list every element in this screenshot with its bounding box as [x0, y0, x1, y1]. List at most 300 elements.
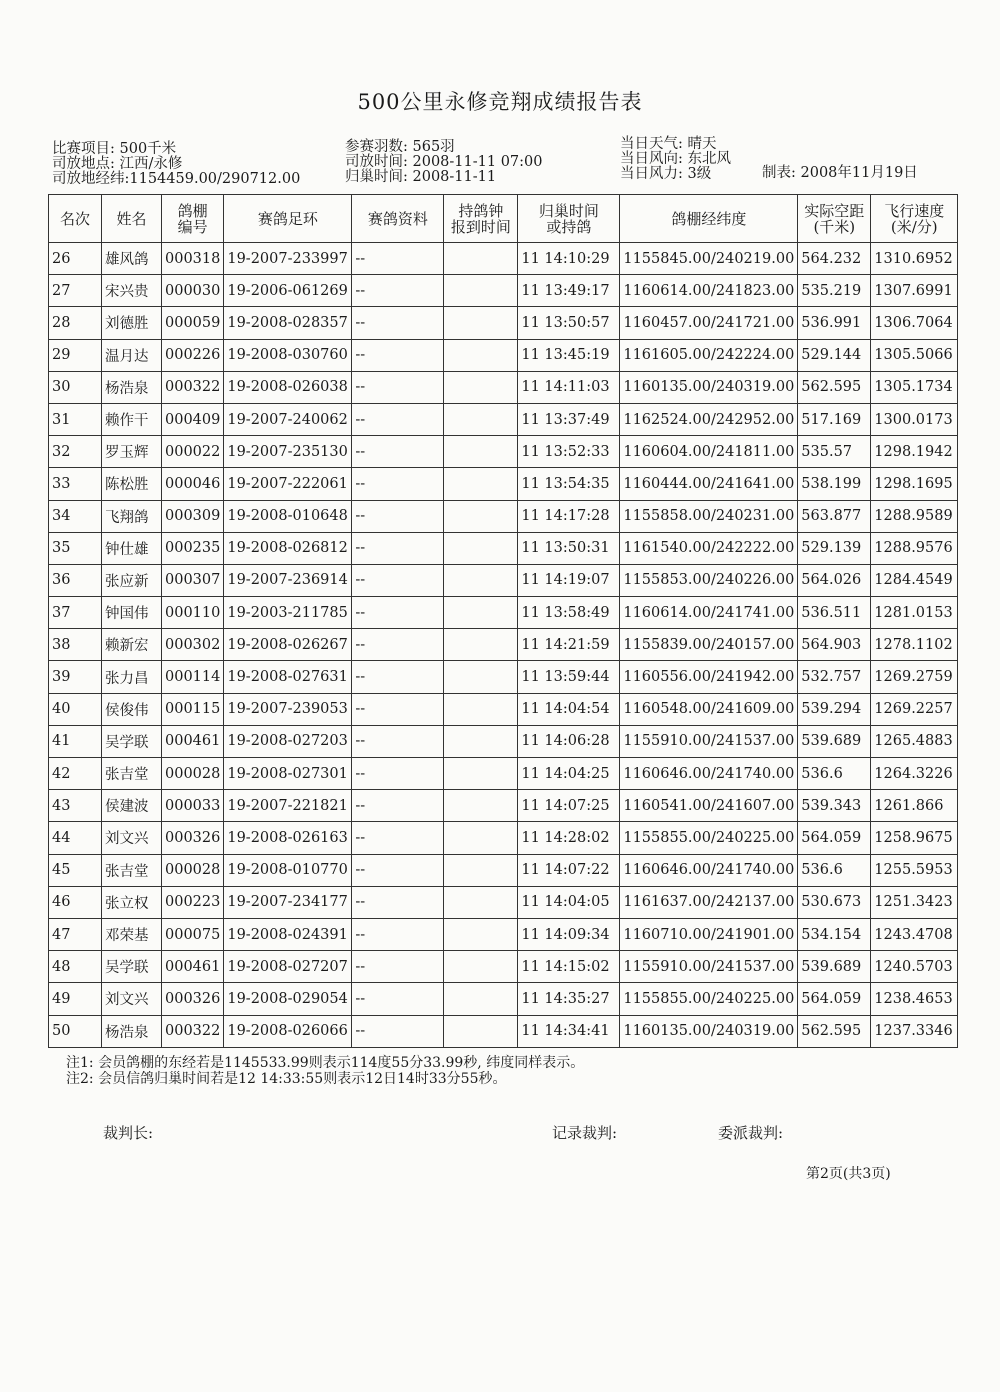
cell-arrival: 11 14:09:34	[518, 918, 620, 950]
cell-ring: 19-2008-026066	[224, 1015, 352, 1047]
cell-loft-no: 000022	[162, 436, 224, 468]
table-row	[49, 436, 958, 468]
cell-arrival: 11 13:37:49	[518, 403, 620, 435]
cell-arrival: 11 14:28:02	[518, 822, 620, 854]
cell-rank: 49	[49, 983, 102, 1015]
cell-info: --	[352, 436, 444, 468]
cell-name: 温月达	[102, 339, 162, 371]
cell-coords: 1155855.00/240225.00	[620, 822, 798, 854]
cell-info: --	[352, 790, 444, 822]
cell-name: 侯建波	[102, 790, 162, 822]
cell-speed: 1264.3226	[871, 758, 958, 790]
note-1: 注1: 会员鸽棚的东经若是1145533.99则表示114度55分33.99秒, 纬度同样表示。	[66, 1055, 585, 1071]
cell-info: --	[352, 307, 444, 339]
cell-clock	[444, 629, 518, 661]
cell-ring: 19-2008-026267	[224, 629, 352, 661]
cell-coords: 1160457.00/241721.00	[620, 307, 798, 339]
cell-speed: 1281.0153	[871, 597, 958, 629]
recording-referee-label: 记录裁判:	[552, 1124, 618, 1142]
cell-info: --	[352, 597, 444, 629]
cell-arrival: 11 14:21:59	[518, 629, 620, 661]
table-row	[49, 403, 958, 435]
cell-name: 杨浩泉	[102, 371, 162, 403]
cell-info: --	[352, 275, 444, 307]
cell-arrival: 11 14:06:28	[518, 725, 620, 757]
cell-distance: 539.689	[798, 951, 871, 983]
cell-clock	[444, 532, 518, 564]
cell-info: --	[352, 468, 444, 500]
release-time-label: 司放时间: 2008-11-11 07:00	[345, 154, 543, 170]
wind-force-label: 当日风力: 3级	[620, 166, 712, 182]
cell-speed: 1305.1734	[871, 371, 958, 403]
cell-clock	[444, 661, 518, 693]
cell-loft-no: 000309	[162, 500, 224, 532]
cell-name: 刘文兴	[102, 983, 162, 1015]
cell-name: 钟仕雄	[102, 532, 162, 564]
header-arrival: 归巢时间 或持鸽	[518, 195, 620, 243]
cell-name: 张应新	[102, 564, 162, 596]
cell-coords: 1160646.00/241740.00	[620, 854, 798, 886]
cell-loft-no: 000028	[162, 758, 224, 790]
cell-rank: 27	[49, 275, 102, 307]
table-row	[49, 1015, 958, 1047]
cell-clock	[444, 243, 518, 275]
cell-coords: 1161540.00/242222.00	[620, 532, 798, 564]
table-row	[49, 243, 958, 275]
cell-rank: 38	[49, 629, 102, 661]
cell-distance: 564.059	[798, 822, 871, 854]
event-label: 比赛项目: 500千米	[52, 141, 177, 157]
note-2: 注2: 会员信鸽归巢时间若是12 14:33:55则表示12日14时33分55秒。	[66, 1071, 507, 1087]
table-row	[49, 854, 958, 886]
cell-ring: 19-2008-027203	[224, 725, 352, 757]
cell-name: 张吉堂	[102, 854, 162, 886]
table-row	[49, 983, 958, 1015]
cell-coords: 1160444.00/241641.00	[620, 468, 798, 500]
cell-arrival: 11 14:07:25	[518, 790, 620, 822]
cell-info: --	[352, 758, 444, 790]
cell-speed: 1261.866	[871, 790, 958, 822]
cell-distance: 532.757	[798, 661, 871, 693]
cell-loft-no: 000318	[162, 243, 224, 275]
cell-coords: 1160548.00/241609.00	[620, 693, 798, 725]
cell-coords: 1160135.00/240319.00	[620, 371, 798, 403]
cell-rank: 30	[49, 371, 102, 403]
cell-rank: 32	[49, 436, 102, 468]
header-speed: 飞行速度 (米/分)	[871, 195, 958, 243]
cell-info: --	[352, 822, 444, 854]
cell-clock	[444, 307, 518, 339]
cell-info: --	[352, 983, 444, 1015]
cell-coords: 1160710.00/241901.00	[620, 918, 798, 950]
cell-coords: 1161637.00/242137.00	[620, 886, 798, 918]
cell-ring: 19-2007-233997	[224, 243, 352, 275]
cell-arrival: 11 14:34:41	[518, 1015, 620, 1047]
cell-arrival: 11 14:07:22	[518, 854, 620, 886]
cell-name: 钟国伟	[102, 597, 162, 629]
cell-loft-no: 000235	[162, 532, 224, 564]
cell-loft-no: 000326	[162, 983, 224, 1015]
table-row	[49, 597, 958, 629]
table-row	[49, 886, 958, 918]
results-table	[48, 194, 958, 1048]
cell-loft-no: 000033	[162, 790, 224, 822]
cell-loft-no: 000322	[162, 1015, 224, 1047]
cell-distance: 529.139	[798, 532, 871, 564]
cell-ring: 19-2008-026038	[224, 371, 352, 403]
table-row	[49, 629, 958, 661]
cell-clock	[444, 854, 518, 886]
cell-info: --	[352, 725, 444, 757]
cell-rank: 40	[49, 693, 102, 725]
cell-clock	[444, 468, 518, 500]
cell-ring: 19-2008-010770	[224, 854, 352, 886]
cell-clock	[444, 339, 518, 371]
notes	[66, 1055, 584, 1087]
cell-loft-no: 000028	[162, 854, 224, 886]
cell-info: --	[352, 951, 444, 983]
table-row	[49, 307, 958, 339]
cell-loft-no: 000326	[162, 822, 224, 854]
weather-label: 当日天气: 晴天	[620, 136, 717, 152]
cell-clock	[444, 275, 518, 307]
cell-name: 宋兴贵	[102, 275, 162, 307]
cell-coords: 1160604.00/241811.00	[620, 436, 798, 468]
cell-speed: 1278.1102	[871, 629, 958, 661]
cell-distance: 564.059	[798, 983, 871, 1015]
wind-direction-label: 当日风向: 东北风	[620, 151, 731, 167]
cell-distance: 563.877	[798, 500, 871, 532]
cell-distance: 534.154	[798, 918, 871, 950]
cell-coords: 1155910.00/241537.00	[620, 951, 798, 983]
cell-speed: 1265.4883	[871, 725, 958, 757]
cell-name: 陈松胜	[102, 468, 162, 500]
table-row	[49, 758, 958, 790]
cell-info: --	[352, 886, 444, 918]
cell-rank: 35	[49, 532, 102, 564]
cell-distance: 562.595	[798, 371, 871, 403]
cell-ring: 19-2007-221821	[224, 790, 352, 822]
cell-clock	[444, 918, 518, 950]
cell-ring: 19-2008-030760	[224, 339, 352, 371]
cell-coords: 1160541.00/241607.00	[620, 790, 798, 822]
cell-clock	[444, 1015, 518, 1047]
cell-speed: 1238.4653	[871, 983, 958, 1015]
cell-arrival: 11 14:11:03	[518, 371, 620, 403]
cell-coords: 1155845.00/240219.00	[620, 243, 798, 275]
cell-rank: 50	[49, 1015, 102, 1047]
cell-info: --	[352, 1015, 444, 1047]
cell-loft-no: 000409	[162, 403, 224, 435]
header-coords: 鸽棚经纬度	[620, 195, 798, 243]
cell-loft-no: 000461	[162, 725, 224, 757]
cell-clock	[444, 693, 518, 725]
cell-speed: 1258.9675	[871, 822, 958, 854]
cell-arrival: 11 14:04:54	[518, 693, 620, 725]
cell-loft-no: 000059	[162, 307, 224, 339]
cell-distance: 535.57	[798, 436, 871, 468]
table-row	[49, 339, 958, 371]
cell-rank: 43	[49, 790, 102, 822]
cell-info: --	[352, 371, 444, 403]
cell-speed: 1288.9589	[871, 500, 958, 532]
cell-distance: 536.511	[798, 597, 871, 629]
cell-clock	[444, 564, 518, 596]
header-clock: 持鸽钟 报到时间	[444, 195, 518, 243]
cell-coords: 1155858.00/240231.00	[620, 500, 798, 532]
cell-ring: 19-2008-028357	[224, 307, 352, 339]
cell-speed: 1284.4549	[871, 564, 958, 596]
cell-clock	[444, 371, 518, 403]
cell-name: 杨浩泉	[102, 1015, 162, 1047]
cell-distance: 539.294	[798, 693, 871, 725]
cell-coords: 1155853.00/240226.00	[620, 564, 798, 596]
header-distance: 实际空距 (千米)	[798, 195, 871, 243]
cell-ring: 19-2007-240062	[224, 403, 352, 435]
cell-rank: 39	[49, 661, 102, 693]
cell-ring: 19-2008-010648	[224, 500, 352, 532]
cell-coords: 1161605.00/242224.00	[620, 339, 798, 371]
table-row	[49, 693, 958, 725]
cell-loft-no: 000075	[162, 918, 224, 950]
cell-distance: 530.673	[798, 886, 871, 918]
cell-name: 张力昌	[102, 661, 162, 693]
cell-speed: 1306.7064	[871, 307, 958, 339]
cell-name: 飞翔鸽	[102, 500, 162, 532]
cell-loft-no: 000110	[162, 597, 224, 629]
cell-arrival: 11 14:17:28	[518, 500, 620, 532]
cell-rank: 33	[49, 468, 102, 500]
cell-clock	[444, 983, 518, 1015]
cell-speed: 1269.2759	[871, 661, 958, 693]
cell-loft-no: 000461	[162, 951, 224, 983]
cell-clock	[444, 790, 518, 822]
cell-speed: 1243.4708	[871, 918, 958, 950]
cell-distance: 536.6	[798, 758, 871, 790]
cell-clock	[444, 436, 518, 468]
table-row	[49, 951, 958, 983]
release-coords-label: 司放地经纬:1154459.00/290712.00	[52, 171, 301, 187]
cell-arrival: 11 13:50:31	[518, 532, 620, 564]
cell-distance: 562.595	[798, 1015, 871, 1047]
cell-arrival: 11 14:04:05	[518, 886, 620, 918]
cell-info: --	[352, 403, 444, 435]
cell-rank: 28	[49, 307, 102, 339]
cell-clock	[444, 951, 518, 983]
table-row	[49, 564, 958, 596]
cell-ring: 19-2007-222061	[224, 468, 352, 500]
cell-ring: 19-2007-234177	[224, 886, 352, 918]
cell-coords: 1160135.00/240319.00	[620, 1015, 798, 1047]
cell-name: 张吉堂	[102, 758, 162, 790]
cell-ring: 19-2008-026163	[224, 822, 352, 854]
cell-loft-no: 000302	[162, 629, 224, 661]
cell-info: --	[352, 854, 444, 886]
cell-rank: 44	[49, 822, 102, 854]
cell-info: --	[352, 243, 444, 275]
cell-loft-no: 000223	[162, 886, 224, 918]
header-info: 赛鸽资料	[352, 195, 444, 243]
cell-coords: 1160646.00/241740.00	[620, 758, 798, 790]
table-row	[49, 661, 958, 693]
cell-speed: 1307.6991	[871, 275, 958, 307]
cell-loft-no: 000030	[162, 275, 224, 307]
cell-info: --	[352, 339, 444, 371]
cell-coords: 1160556.00/241942.00	[620, 661, 798, 693]
table-row	[49, 790, 958, 822]
cell-coords: 1162524.00/242952.00	[620, 403, 798, 435]
cell-clock	[444, 403, 518, 435]
report-title: 500公里永修竞翔成绩报告表	[357, 90, 643, 114]
chief-referee-label: 裁判长:	[103, 1124, 154, 1142]
cell-info: --	[352, 532, 444, 564]
entries-label: 参赛羽数: 565羽	[345, 139, 455, 155]
cell-rank: 34	[49, 500, 102, 532]
cell-name: 邓荣基	[102, 918, 162, 950]
cell-distance: 538.199	[798, 468, 871, 500]
cell-clock	[444, 886, 518, 918]
cell-rank: 37	[49, 597, 102, 629]
delegate-referee-label: 委派裁判:	[718, 1124, 784, 1142]
header-name: 姓名	[102, 195, 162, 243]
cell-clock	[444, 597, 518, 629]
cell-loft-no: 000115	[162, 693, 224, 725]
cell-speed: 1269.2257	[871, 693, 958, 725]
cell-distance: 536.991	[798, 307, 871, 339]
cell-arrival: 11 13:45:19	[518, 339, 620, 371]
cell-clock	[444, 725, 518, 757]
cell-ring: 19-2008-027301	[224, 758, 352, 790]
cell-speed: 1310.6952	[871, 243, 958, 275]
cell-distance: 529.144	[798, 339, 871, 371]
cell-ring: 19-2008-024391	[224, 918, 352, 950]
table-row	[49, 371, 958, 403]
header-ring: 赛鸽足环	[224, 195, 352, 243]
cell-distance: 564.026	[798, 564, 871, 596]
cell-ring: 19-2008-027631	[224, 661, 352, 693]
cell-arrival: 11 14:04:25	[518, 758, 620, 790]
cell-name: 赖作干	[102, 403, 162, 435]
header-loft-no: 鸽棚 编号	[162, 195, 224, 243]
cell-arrival: 11 13:59:44	[518, 661, 620, 693]
cell-name: 吴学联	[102, 951, 162, 983]
table-row	[49, 822, 958, 854]
table-row	[49, 918, 958, 950]
cell-speed: 1300.0173	[871, 403, 958, 435]
cell-info: --	[352, 500, 444, 532]
cell-distance: 535.219	[798, 275, 871, 307]
made-date-label: 制表: 2008年11月19日	[762, 165, 918, 181]
cell-info: --	[352, 918, 444, 950]
table-header-row	[49, 195, 958, 243]
cell-arrival: 11 14:15:02	[518, 951, 620, 983]
cell-arrival: 11 13:52:33	[518, 436, 620, 468]
cell-rank: 36	[49, 564, 102, 596]
cell-info: --	[352, 629, 444, 661]
cell-ring: 19-2007-239053	[224, 693, 352, 725]
cell-ring: 19-2003-211785	[224, 597, 352, 629]
cell-name: 刘德胜	[102, 307, 162, 339]
cell-rank: 46	[49, 886, 102, 918]
cell-speed: 1298.1695	[871, 468, 958, 500]
cell-arrival: 11 14:10:29	[518, 243, 620, 275]
cell-speed: 1251.3423	[871, 886, 958, 918]
cell-coords: 1155855.00/240225.00	[620, 983, 798, 1015]
cell-speed: 1305.5066	[871, 339, 958, 371]
cell-ring: 19-2007-236914	[224, 564, 352, 596]
cell-speed: 1255.5953	[871, 854, 958, 886]
cell-arrival: 11 13:50:57	[518, 307, 620, 339]
table-row	[49, 532, 958, 564]
cell-distance: 564.903	[798, 629, 871, 661]
cell-rank: 48	[49, 951, 102, 983]
cell-loft-no: 000307	[162, 564, 224, 596]
page-number: 第2页(共3页)	[806, 1166, 891, 1182]
cell-rank: 45	[49, 854, 102, 886]
cell-arrival: 11 13:49:17	[518, 275, 620, 307]
cell-ring: 19-2008-029054	[224, 983, 352, 1015]
cell-rank: 41	[49, 725, 102, 757]
cell-coords: 1155910.00/241537.00	[620, 725, 798, 757]
cell-name: 吴学联	[102, 725, 162, 757]
cell-info: --	[352, 564, 444, 596]
cell-rank: 42	[49, 758, 102, 790]
cell-speed: 1240.5703	[871, 951, 958, 983]
cell-speed: 1237.3346	[871, 1015, 958, 1047]
cell-clock	[444, 758, 518, 790]
cell-speed: 1298.1942	[871, 436, 958, 468]
cell-name: 侯俊伟	[102, 693, 162, 725]
cell-name: 张立权	[102, 886, 162, 918]
cell-distance: 517.169	[798, 403, 871, 435]
cell-arrival: 11 13:58:49	[518, 597, 620, 629]
cell-ring: 19-2008-026812	[224, 532, 352, 564]
cell-rank: 47	[49, 918, 102, 950]
cell-coords: 1160614.00/241823.00	[620, 275, 798, 307]
cell-coords: 1155839.00/240157.00	[620, 629, 798, 661]
cell-speed: 1288.9576	[871, 532, 958, 564]
cell-name: 赖新宏	[102, 629, 162, 661]
cell-rank: 26	[49, 243, 102, 275]
table-row	[49, 275, 958, 307]
cell-distance: 539.689	[798, 725, 871, 757]
table-row	[49, 468, 958, 500]
cell-distance: 564.232	[798, 243, 871, 275]
cell-name: 刘文兴	[102, 822, 162, 854]
cell-arrival: 11 14:19:07	[518, 564, 620, 596]
release-place-label: 司放地点: 江西/永修	[52, 156, 183, 172]
cell-loft-no: 000226	[162, 339, 224, 371]
cell-info: --	[352, 693, 444, 725]
cell-ring: 19-2008-027207	[224, 951, 352, 983]
cell-clock	[444, 500, 518, 532]
table-row	[49, 500, 958, 532]
cell-name: 雄风鸽	[102, 243, 162, 275]
cell-clock	[444, 822, 518, 854]
cell-ring: 19-2006-061269	[224, 275, 352, 307]
cell-loft-no: 000046	[162, 468, 224, 500]
cell-coords: 1160614.00/241741.00	[620, 597, 798, 629]
cell-ring: 19-2007-235130	[224, 436, 352, 468]
cell-rank: 31	[49, 403, 102, 435]
cell-distance: 539.343	[798, 790, 871, 822]
cell-rank: 29	[49, 339, 102, 371]
cell-arrival: 11 13:54:35	[518, 468, 620, 500]
cell-name: 罗玉辉	[102, 436, 162, 468]
cell-loft-no: 000322	[162, 371, 224, 403]
table-row	[49, 725, 958, 757]
return-time-label: 归巢时间: 2008-11-11	[345, 169, 497, 185]
